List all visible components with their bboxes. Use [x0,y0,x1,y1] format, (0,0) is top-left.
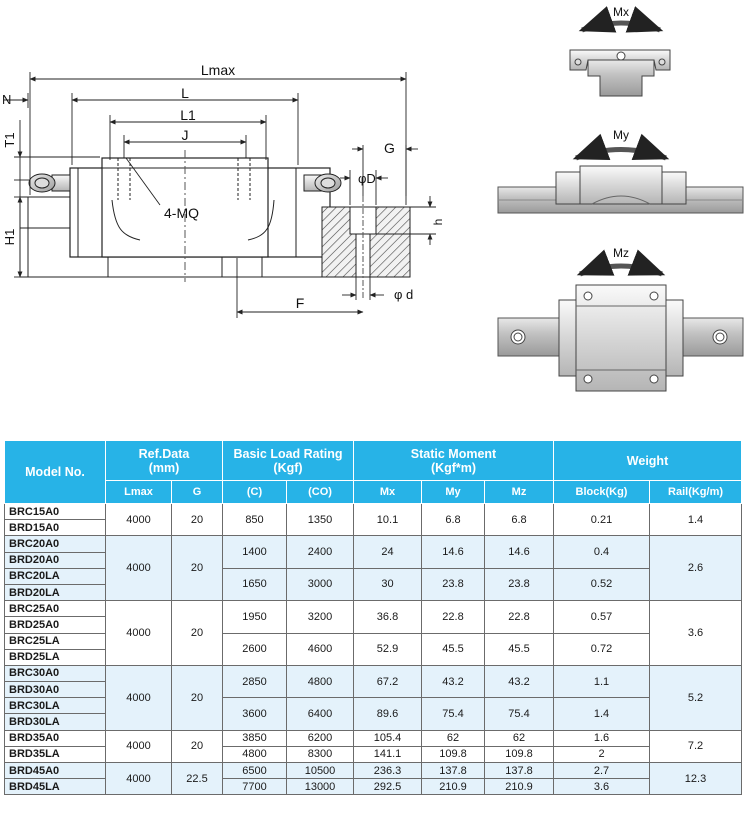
co-cell: 3200 [287,601,354,633]
mx-cell: 36.8 [354,601,422,633]
label-l: L [181,85,189,101]
subheader-lmax: Lmax [106,481,172,504]
rail-section-hatch [322,196,410,300]
co-cell: 4800 [287,665,354,697]
mx-cell: 52.9 [354,633,422,665]
block-cell: 2 [554,746,650,762]
model-cell: BRD45A0 [5,763,106,779]
lmax-cell: 4000 [106,504,172,536]
mx-cell: 292.5 [354,779,422,795]
spec-table [4,440,742,795]
c-cell: 2850 [223,665,287,697]
model-cell: BRC15A0 [5,504,106,520]
c-cell: 4800 [223,746,287,762]
rail-cell: 5.2 [650,665,742,730]
c-cell: 1950 [223,601,287,633]
my-cell: 62 [422,730,485,746]
label-mx: Mx [613,5,629,19]
co-cell: 6400 [287,698,354,730]
my-cell: 43.2 [422,665,485,697]
mx-cell: 89.6 [354,698,422,730]
c-cell: 3850 [223,730,287,746]
my-cell: 137.8 [422,763,485,779]
label-4-mq: 4-MQ [164,205,199,221]
block-cell: 1.6 [554,730,650,746]
mz-moment-diagram [498,246,743,391]
co-cell: 4600 [287,633,354,665]
mz-cell: 14.6 [485,536,554,568]
model-cell: BRC30LA [5,698,106,714]
my-cell: 210.9 [422,779,485,795]
model-cell: BRC20LA [5,568,106,584]
model-cell: BRD15A0 [5,520,106,536]
g-cell: 20 [172,665,223,730]
label-lmax: Lmax [200,62,236,78]
mx-cell: 105.4 [354,730,422,746]
header-static-moment: Static Moment (Kgf*m) [354,441,554,481]
mz-cell: 62 [485,730,554,746]
table-body [5,504,742,795]
g-cell: 20 [172,730,223,762]
subheader-g: G [172,481,223,504]
c-cell: 850 [223,504,287,536]
block-cell: 0.21 [554,504,650,536]
model-cell: BRD20LA [5,584,106,600]
label-h: h [431,218,445,226]
co-cell: 3000 [287,568,354,600]
header-load-rating: Basic Load Rating (Kgf) [223,441,354,481]
mz-cell: 137.8 [485,763,554,779]
header-ref-data: Ref.Data (mm) [106,441,223,481]
label-my: My [613,128,629,142]
g-cell: 20 [172,504,223,536]
mz-cell: 45.5 [485,633,554,665]
block-cell: 0.52 [554,568,650,600]
table-row [5,730,742,746]
table-row [5,601,742,617]
model-cell: BRD30A0 [5,682,106,698]
co-cell: 8300 [287,746,354,762]
my-cell: 23.8 [422,568,485,600]
label-f: F [295,295,305,311]
lmax-cell: 4000 [106,601,172,666]
mz-cell: 43.2 [485,665,554,697]
lmax-cell: 4000 [106,730,172,762]
my-moment-diagram [498,128,743,213]
model-cell: BRD45LA [5,779,106,795]
label-g: G [384,140,395,156]
co-cell: 2400 [287,536,354,568]
label-phi-d-big: φD [358,171,376,186]
label-l1: L1 [180,107,196,123]
c-cell: 6500 [223,763,287,779]
mx-cell: 30 [354,568,422,600]
rail-cell: 3.6 [650,601,742,666]
my-cell: 109.8 [422,746,485,762]
header-model: Model No. [5,441,106,504]
table-row [5,504,742,520]
mz-cell: 75.4 [485,698,554,730]
model-cell: BRD35A0 [5,730,106,746]
mx-moment-diagram [570,5,670,96]
co-cell: 6200 [287,730,354,746]
model-cell: BRD30LA [5,714,106,730]
table-row [5,763,742,779]
table-row [5,536,742,552]
lmax-cell: 4000 [106,763,172,795]
block-cell: 0.4 [554,536,650,568]
table-row [5,665,742,681]
label-h1: H1 [2,228,17,246]
label-phi-d-small: φ d [394,287,414,302]
my-cell: 6.8 [422,504,485,536]
c-cell: 2600 [223,633,287,665]
subheader-mz: Mz [485,481,554,504]
rail-cell: 12.3 [650,763,742,795]
label-mz: Mz [613,246,629,260]
label-n: N [2,92,12,107]
model-cell: BRD25LA [5,649,106,665]
co-cell: 10500 [287,763,354,779]
g-cell: 20 [172,536,223,601]
c-cell: 7700 [223,779,287,795]
my-cell: 22.8 [422,601,485,633]
header-weight: Weight [554,441,742,481]
rail-cell: 2.6 [650,536,742,601]
my-cell: 75.4 [422,698,485,730]
block-cell: 3.6 [554,779,650,795]
mx-cell: 236.3 [354,763,422,779]
mx-cell: 10.1 [354,504,422,536]
mz-cell: 109.8 [485,746,554,762]
rail-cell: 7.2 [650,730,742,762]
model-cell: BRD25A0 [5,617,106,633]
model-cell: BRD35LA [5,746,106,762]
mz-cell: 23.8 [485,568,554,600]
block-cell: 1.4 [554,698,650,730]
my-cell: 14.6 [422,536,485,568]
mz-cell: 210.9 [485,779,554,795]
block-cell: 0.72 [554,633,650,665]
subheader-co: (CO) [287,481,354,504]
model-cell: BRC25LA [5,633,106,649]
block-cell: 0.57 [554,601,650,633]
my-cell: 45.5 [422,633,485,665]
model-cell: BRD20A0 [5,552,106,568]
mz-cell: 6.8 [485,504,554,536]
subheader-mx: Mx [354,481,422,504]
c-cell: 3600 [223,698,287,730]
subheader-c: (C) [223,481,287,504]
model-cell: BRC30A0 [5,665,106,681]
c-cell: 1400 [223,536,287,568]
block-cell: 2.7 [554,763,650,779]
mz-cell: 22.8 [485,601,554,633]
subheader-block: Block(Kg) [554,481,650,504]
model-cell: BRC20A0 [5,536,106,552]
model-cell: BRC25A0 [5,601,106,617]
mx-cell: 141.1 [354,746,422,762]
subheader-rail: Rail(Kg/m) [650,481,742,504]
lmax-cell: 4000 [106,665,172,730]
lmax-cell: 4000 [106,536,172,601]
label-t1: T1 [2,132,17,148]
block-cell: 1.1 [554,665,650,697]
mx-cell: 67.2 [354,665,422,697]
g-cell: 22.5 [172,763,223,795]
g-cell: 20 [172,601,223,666]
c-cell: 1650 [223,568,287,600]
mx-cell: 24 [354,536,422,568]
co-cell: 1350 [287,504,354,536]
subheader-my: My [422,481,485,504]
co-cell: 13000 [287,779,354,795]
label-j: J [181,127,189,143]
rail-cell: 1.4 [650,504,742,536]
